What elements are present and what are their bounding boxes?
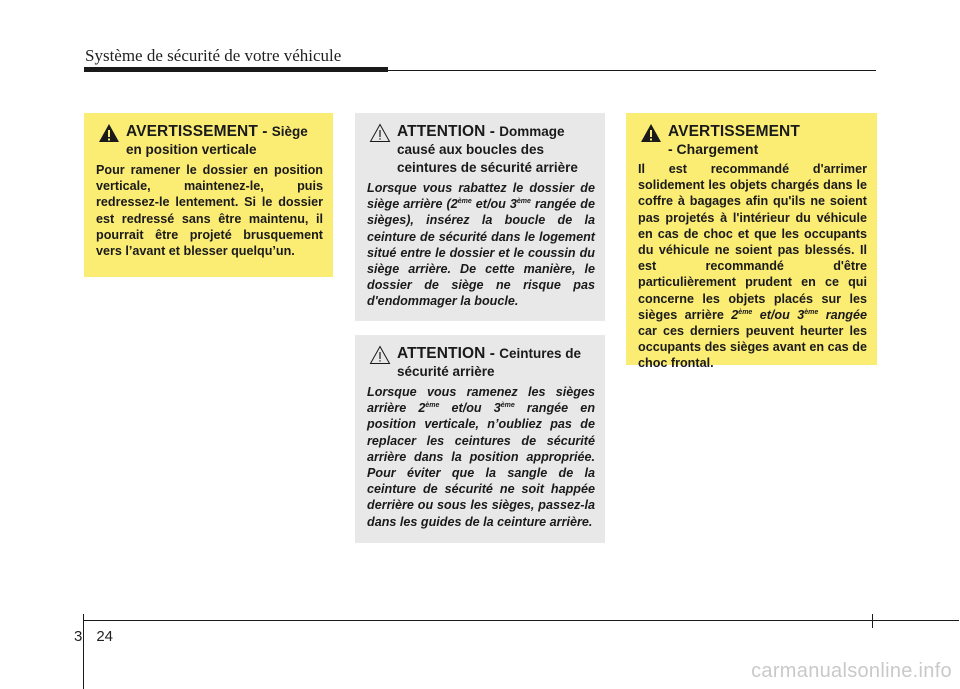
caution-subtitle: Dommage causé aux boucles des ceintures de sécurité arrière [397,124,578,175]
caution-subtitle: Ceintures de sécurité arrière [397,346,581,379]
caution-title: ATTENTION [397,345,486,362]
warning-box-loading [626,113,877,371]
header-rule-thick [84,67,388,72]
footer-divider [83,614,84,689]
warning-triangle-outline-icon [369,345,391,365]
caution-body: Lorsque vous rabattez le dossier de siège arrière (2ème et/ou 3ème rangée de sièges), insérez la boucle de la ceinture de sécurité dans le logement situé entre le dossier et le coussin du siège arrière. De cette manière, le dossier de siège ne risque pas d'endommager la boucle. [367,181,595,309]
title-separator: - [485,345,500,362]
warning-title: AVERTISSEMENT [668,123,800,140]
warning-box-header [96,123,323,159]
warning-subtitle: Siège en position verticale [126,124,308,157]
warning-triangle-icon [98,123,120,143]
page-header-title: Système de sécurité de votre véhicule [85,46,342,65]
header-rule-thin [388,70,876,71]
caution-title: ATTENTION [397,123,486,140]
warning-triangle-outline-icon [369,123,391,143]
chapter-number: 3 [74,628,83,645]
title-separator: - [257,123,272,140]
watermark-text: carmanualsonline.info [751,660,952,682]
warning-title: AVERTISSEMENT [126,123,258,140]
warning-box-seat-upright [84,113,333,277]
title-separator: - [485,123,500,140]
warning-body: Il est recommandé d'arrimer solidement les objets chargés dans le coffre à bagages afin qu'ils ne soient pas projetés à l'intérieur du véhicule en cas de choc et que les occupants du véhicule ne soient pas blessés. Il est recommandé d'être particulièrement prudent en ce qui concerne les objets placés sur les sièges arrière 2ème et/ou 3ème rangée car ces derniers peuvent heurter les occupants des sièges avant en cas de choc frontal. [638,162,868,371]
caution-box-header [367,345,595,381]
warning-body: Pour ramener le dossier en position verticale, maintenez-le, puis redressez-le lentement. Si le dossier est redressé sans être maintenu, il pourrait être projeté brusquement vers l’avant et blesser quelqu’un. [96,163,323,259]
footer-rule [83,620,959,621]
warning-subtitle: - Chargement [668,141,759,157]
footer-tick [872,614,873,628]
caution-box-buckle-damage [355,113,605,321]
caution-body: Lorsque vous ramenez les sièges arrière 2ème et/ou 3ème rangée en position verticale, n’oubliez pas de replacer les ceintures de sécurité arrière dans la position appropriée. Pour éviter que la sangle de la ceinture de sécurité ne soit happée derrière ou sous les sièges, passez-la dans les guides de la ceinture arrière. [367,385,596,529]
warning-triangle-icon [640,123,662,143]
page-number [74,628,113,645]
page-index: 24 [96,628,114,645]
caution-box-header [367,123,595,177]
warning-box-header [638,123,867,158]
caution-box-rear-seatbelts [355,335,605,543]
